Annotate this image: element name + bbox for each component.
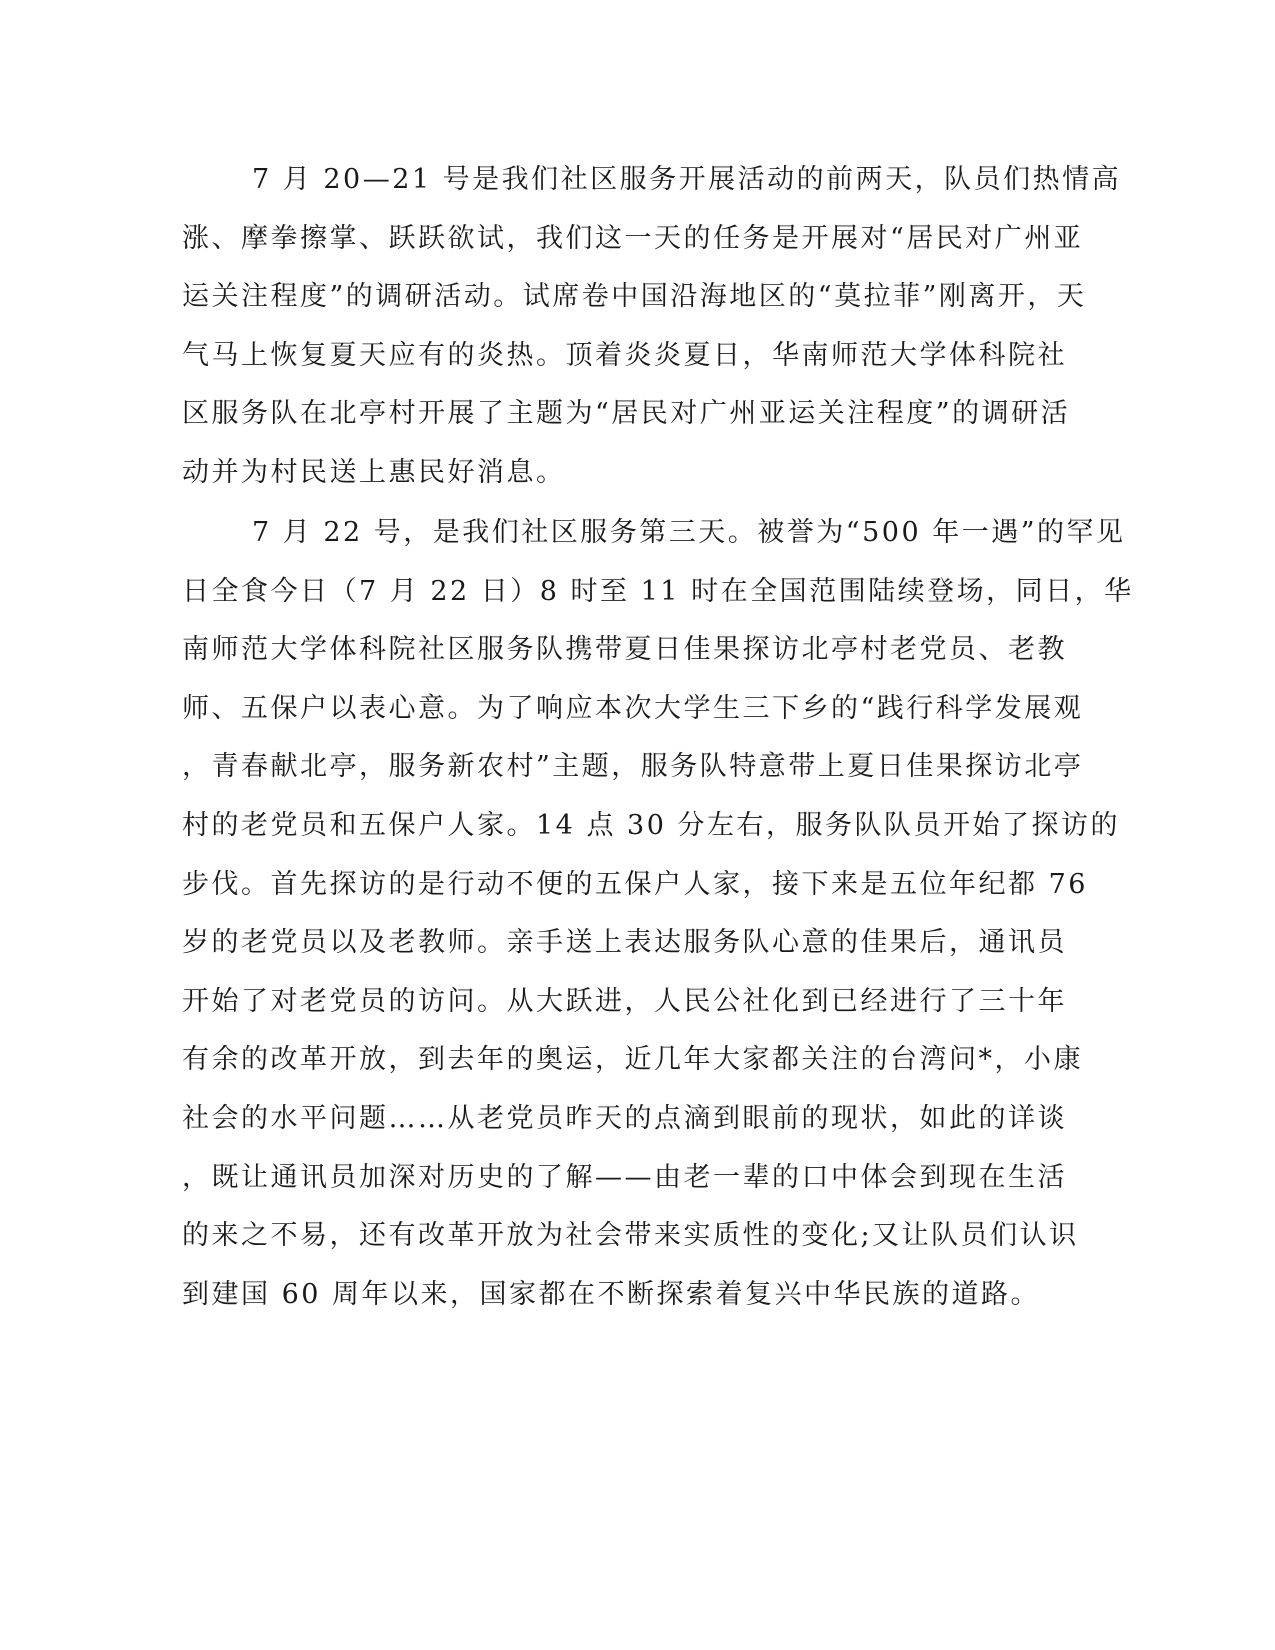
- text-line: 气马上恢复夏天应有的炎热。顶着炎炎夏日，华南师范大学体科院社: [182, 339, 1067, 371]
- text-line: 7 月 22 号，是我们社区服务第三天。被誉为“500 年一遇”的罕见: [252, 517, 1126, 548]
- text-line: 社会的水平问题……从老党员昨天的点滴到眼前的现状，如此的详谈: [182, 1102, 1067, 1134]
- text-line: 有余的改革开放，到去年的奥运，近几年大家都关注的台湾问*，小康: [182, 1044, 1083, 1076]
- text-line: ，青春献北亭，服务新农村”主题，服务队特意带上夏日佳果探访北亭: [182, 751, 1084, 783]
- text-line: 村的老党员和五保户人家。14 点 30 分左右，服务队队员开始了探访的: [182, 809, 1120, 841]
- text-line: 区服务队在北亭村开展了主题为“居民对广州亚运关注程度”的调研活: [182, 398, 1071, 430]
- text-line: 涨、摩拳擦掌、跃跃欲试，我们这一天的任务是开展对“居民对广州亚: [182, 222, 1084, 254]
- text-line: 运关注程度”的调研活动。试席卷中国沿海地区的“莫拉菲”刚离开，天: [182, 281, 1087, 313]
- text-line: 南师范大学体科院社区服务队携带夏日佳果探访北亭村老党员、老教: [182, 634, 1067, 666]
- text-line: 到建国 60 周年以来，国家都在不断探索着复兴中华民族的道路。: [182, 1278, 1041, 1310]
- text-line: 的来之不易，还有改革开放为社会带来实质性的变化;又让队员们认识: [182, 1220, 1079, 1252]
- text-line: 步伐。首先探访的是行动不便的五保户人家，接下来是五位年纪都 76: [182, 868, 1088, 900]
- text-line: 7 月 20—21 号是我们社区服务开展活动的前两天，队员们热情高: [252, 164, 1122, 195]
- text-line: ，既让通讯员加深对历史的了解——由老一辈的口中体会到现在生活: [182, 1161, 1067, 1193]
- text-line: 动并为村民送上惠民好消息。: [182, 456, 566, 488]
- paragraph-1: [182, 151, 1122, 503]
- text-line: 日全食今日（7 月 22 日）8 时至 11 时在全国范围陆续登场，同日，华: [182, 575, 1134, 607]
- text-line: 岁的老党员以及老教师。亲手送上表达服务队心意的佳果后，通讯员: [182, 927, 1067, 959]
- text-line: 开始了对老党员的访问。从大跃进，人民公社化到已经进行了三十年: [182, 985, 1067, 1017]
- paragraph-2: [182, 504, 1134, 1324]
- text-line: 师、五保户以表心意。为了响应本次大学生三下乡的“践行科学发展观: [182, 692, 1084, 724]
